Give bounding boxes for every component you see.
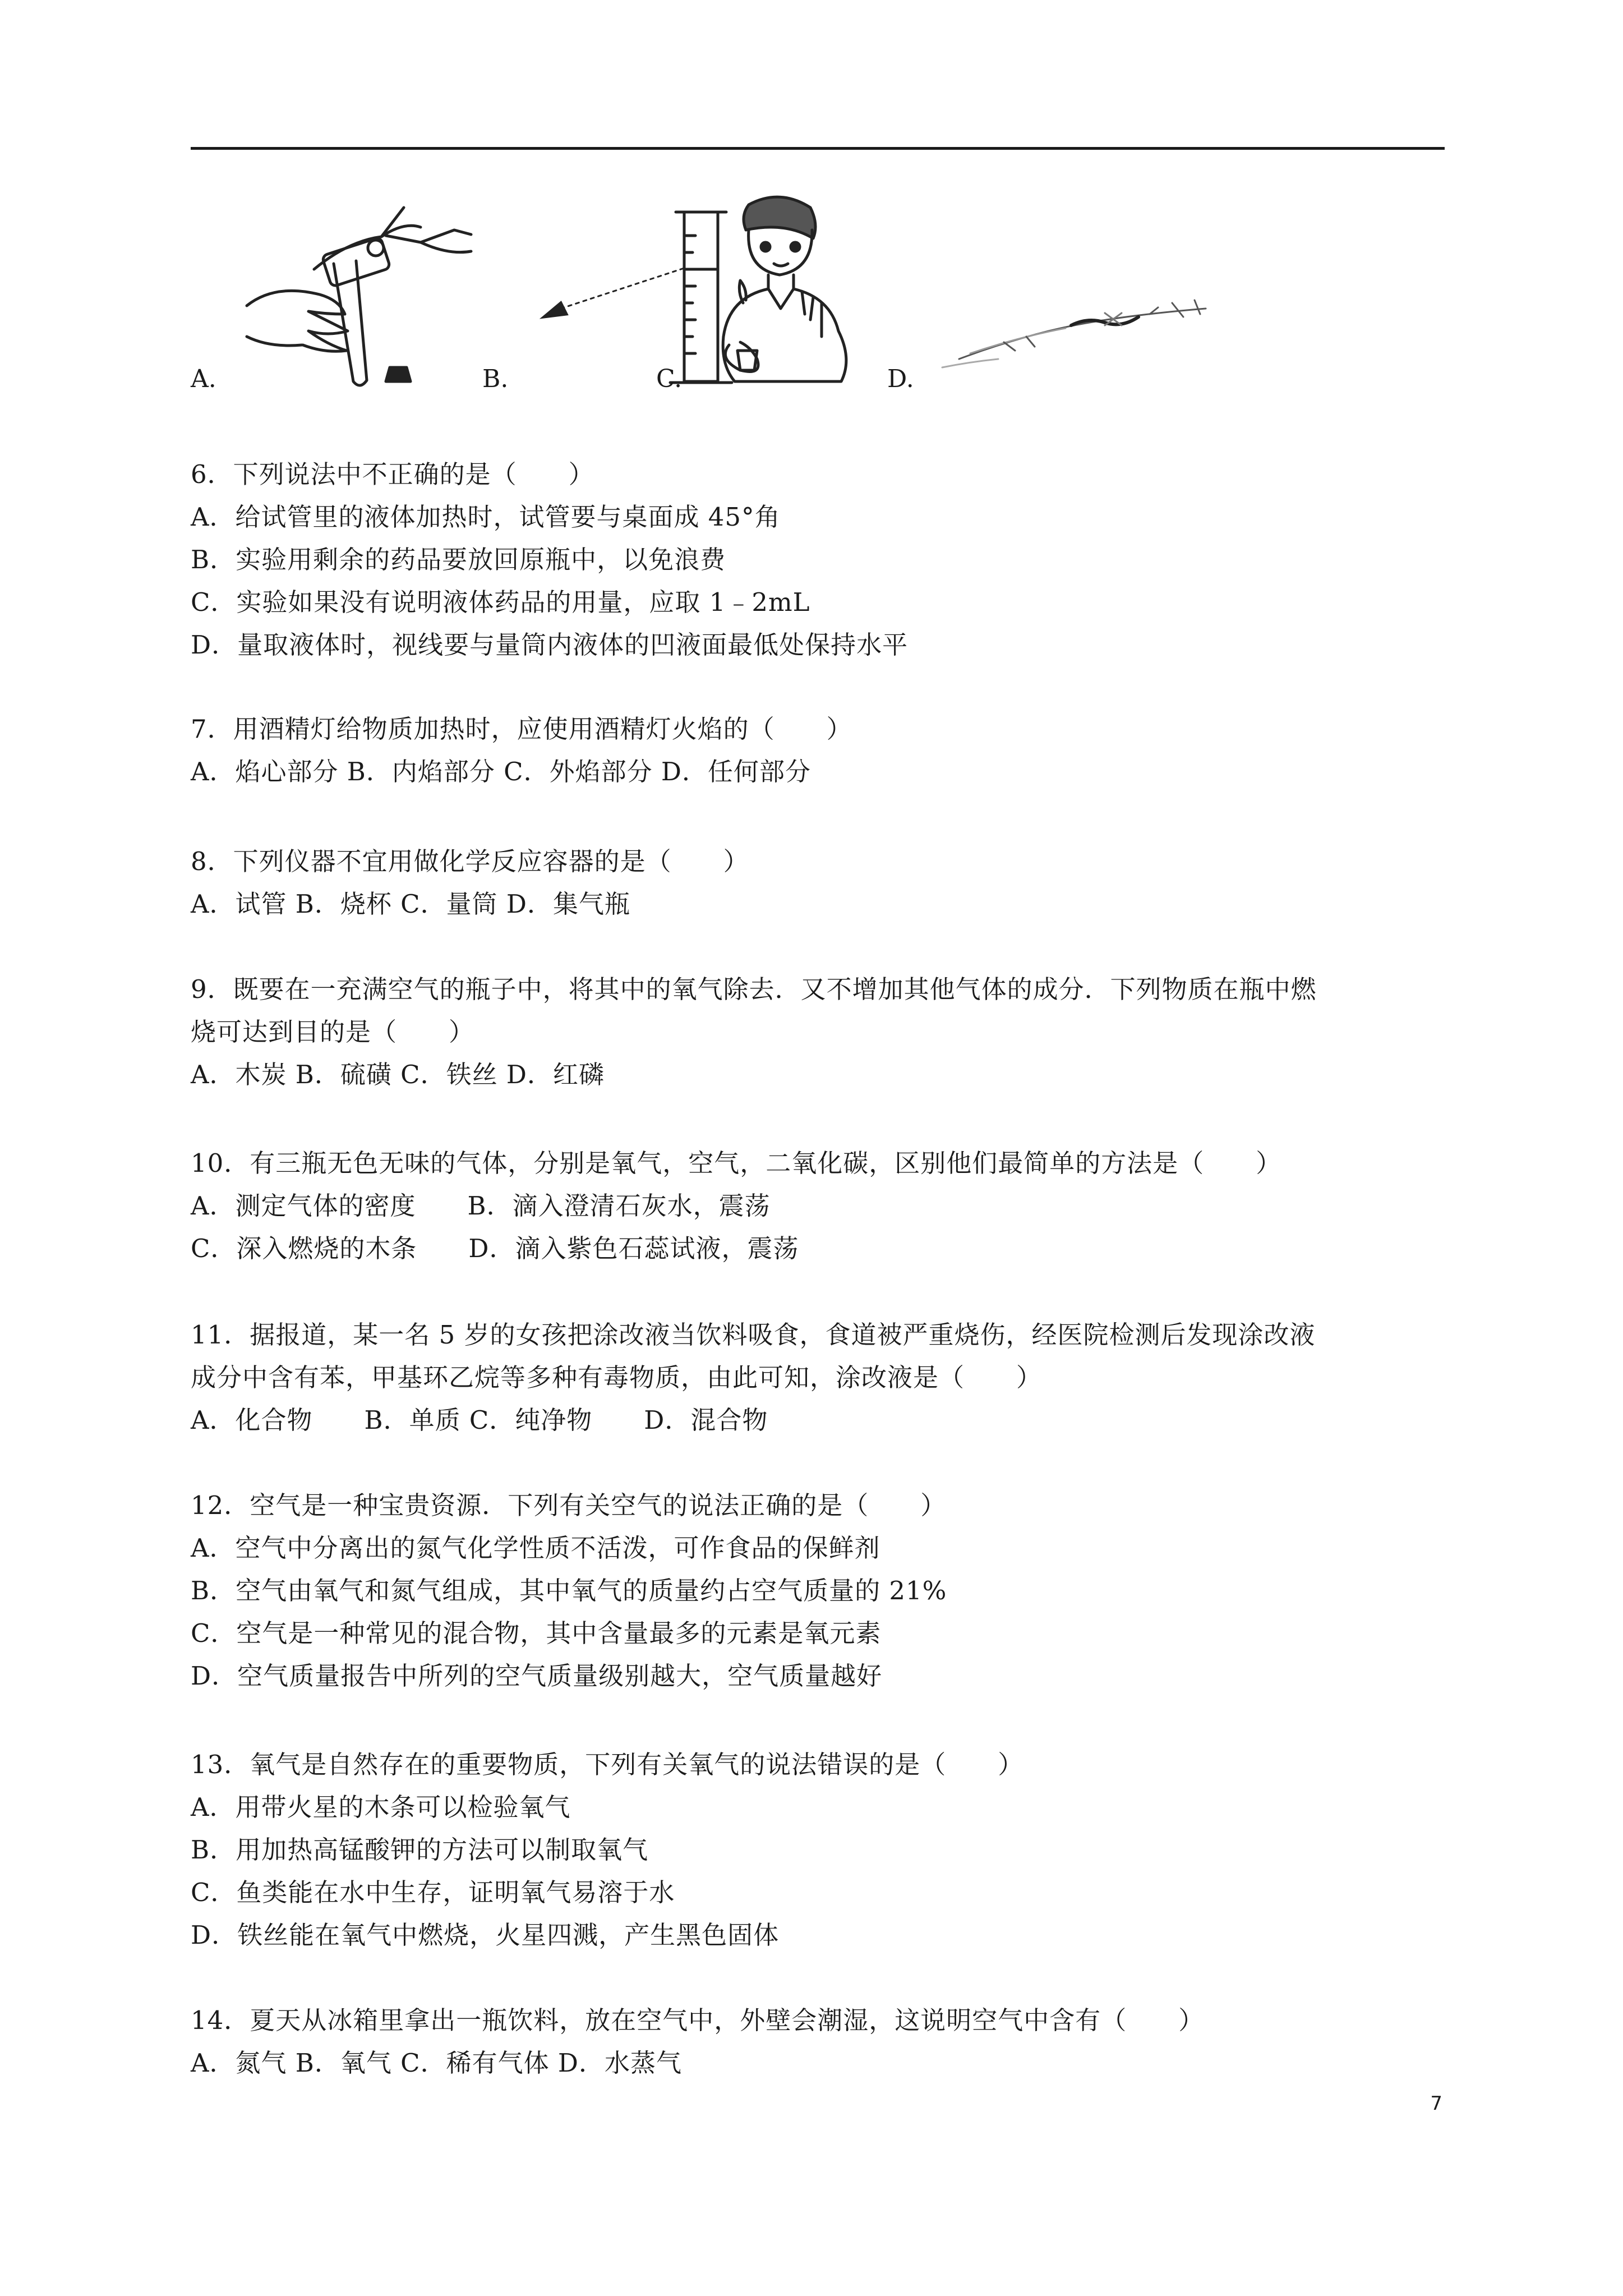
options-line-cd: C．深入燃烧的木条 D．滴入紫色石蕊试液，震荡 (191, 1234, 799, 1263)
option-c: C．空气是一种常见的混合物，其中含量最多的元素是氧元素 (191, 1618, 882, 1648)
horizontal-apparatus-figure (937, 247, 1228, 381)
question-stem: 8．下列仪器不宜用做化学反应容器的是（ ） (191, 846, 749, 876)
figure-label-d: D. (887, 365, 914, 393)
options-line: A．化合物 B．单质 C．纯净物 D．混合物 (191, 1405, 768, 1435)
option-d: D．空气质量报告中所列的空气质量级别越大，空气质量越好 (191, 1661, 883, 1691)
options-line: A．氮气 B．氧气 C．稀有气体 D．水蒸气 (191, 2048, 682, 2078)
figure-label-a: A. (191, 365, 216, 393)
question-7 (191, 708, 1447, 793)
question-8 (191, 840, 1447, 926)
question-10 (191, 1142, 1447, 1270)
question-stem-line-2: 烧可达到目的是（ ） (191, 1017, 475, 1047)
question-13 (191, 1743, 1447, 1957)
option-d: D．量取液体时，视线要与量筒内液体的凹液面最低处保持水平 (191, 630, 909, 660)
option-c: C．实验如果没有说明液体药品的用量，应取 1﹣2mL (191, 587, 810, 617)
question-11 (191, 1314, 1447, 1442)
question-stem: 12．空气是一种宝贵资源．下列有关空气的说法正确的是（ ） (191, 1490, 947, 1520)
question-6 (191, 453, 1447, 666)
option-b: B．空气由氧气和氮气组成，其中氧气的质量约占空气质量的 21% (191, 1576, 947, 1605)
option-b: B．用加热高锰酸钾的方法可以制取氧气 (191, 1835, 649, 1865)
question-stem-line-1: 11．据报道，某一名 5 岁的女孩把涂改液当饮料吸食，食道被严重烧伤，经医院检测后发现涂改液 (191, 1320, 1316, 1350)
question-stem: 13．氧气是自然存在的重要物质，下列有关氧气的说法错误的是（ ） (191, 1750, 1024, 1779)
option-a: A．给试管里的液体加热时，试管要与桌面成 45°角 (191, 502, 781, 532)
lighting-lamp-figure (695, 191, 864, 393)
question-stem-line-2: 成分中含有苯，甲基环乙烷等多种有毒物质，由此可知，涂改液是（ ） (191, 1363, 1043, 1392)
figure-label-b: B. (482, 365, 509, 393)
question-stem: 14．夏天从冰箱里拿出一瓶饮料，放在空气中，外壁会潮湿，这说明空气中含有（ ） (191, 2005, 1205, 2035)
question-9 (191, 968, 1447, 1096)
question-14 (191, 1999, 1447, 2085)
question-stem-line-1: 9．既要在一充满空气的瓶子中，将其中的氧气除去．又不增加其他气体的成分．下列物质在瓶中燃 (191, 974, 1317, 1004)
option-a: A．用带火星的木条可以检验氧气 (191, 1792, 571, 1822)
header-rule (191, 147, 1445, 150)
question-12 (191, 1484, 1447, 1697)
question-stem: 7．用酒精灯给物质加热时，应使用酒精灯火焰的（ ） (191, 714, 852, 744)
options-line: A．焰心部分 B．内焰部分 C．外焰部分 D．任何部分 (191, 757, 811, 786)
option-c: C．鱼类能在水中生存，证明氧气易溶于水 (191, 1878, 675, 1907)
options-line: A．木炭 B．硫磺 C．铁丝 D．红磷 (191, 1060, 605, 1089)
question-stem: 6．下列说法中不正确的是（ ） (191, 459, 594, 489)
page-number: 7 (1430, 2092, 1442, 2115)
option-d: D．铁丝能在氧气中燃烧，火星四溅，产生黑色固体 (191, 1920, 780, 1950)
options-line-ab: A．测定气体的密度 B．滴入澄清石灰水，震荡 (191, 1191, 771, 1221)
question-stem: 10．有三瓶无色无味的气体，分别是氧气，空气，二氧化碳，区别他们最简单的方法是（ ） (191, 1148, 1282, 1178)
option-a: A．空气中分离出的氮气化学性质不活泼，可作食品的保鲜剂 (191, 1533, 880, 1563)
pouring-liquid-figure (236, 202, 482, 393)
figure-options-row (191, 202, 1445, 404)
option-b: B．实验用剩余的药品要放回原瓶中，以免浪费 (191, 545, 726, 574)
figure-label-c: C. (656, 365, 683, 393)
options-line: A．试管 B．烧杯 C．量筒 D．集气瓶 (191, 889, 630, 919)
